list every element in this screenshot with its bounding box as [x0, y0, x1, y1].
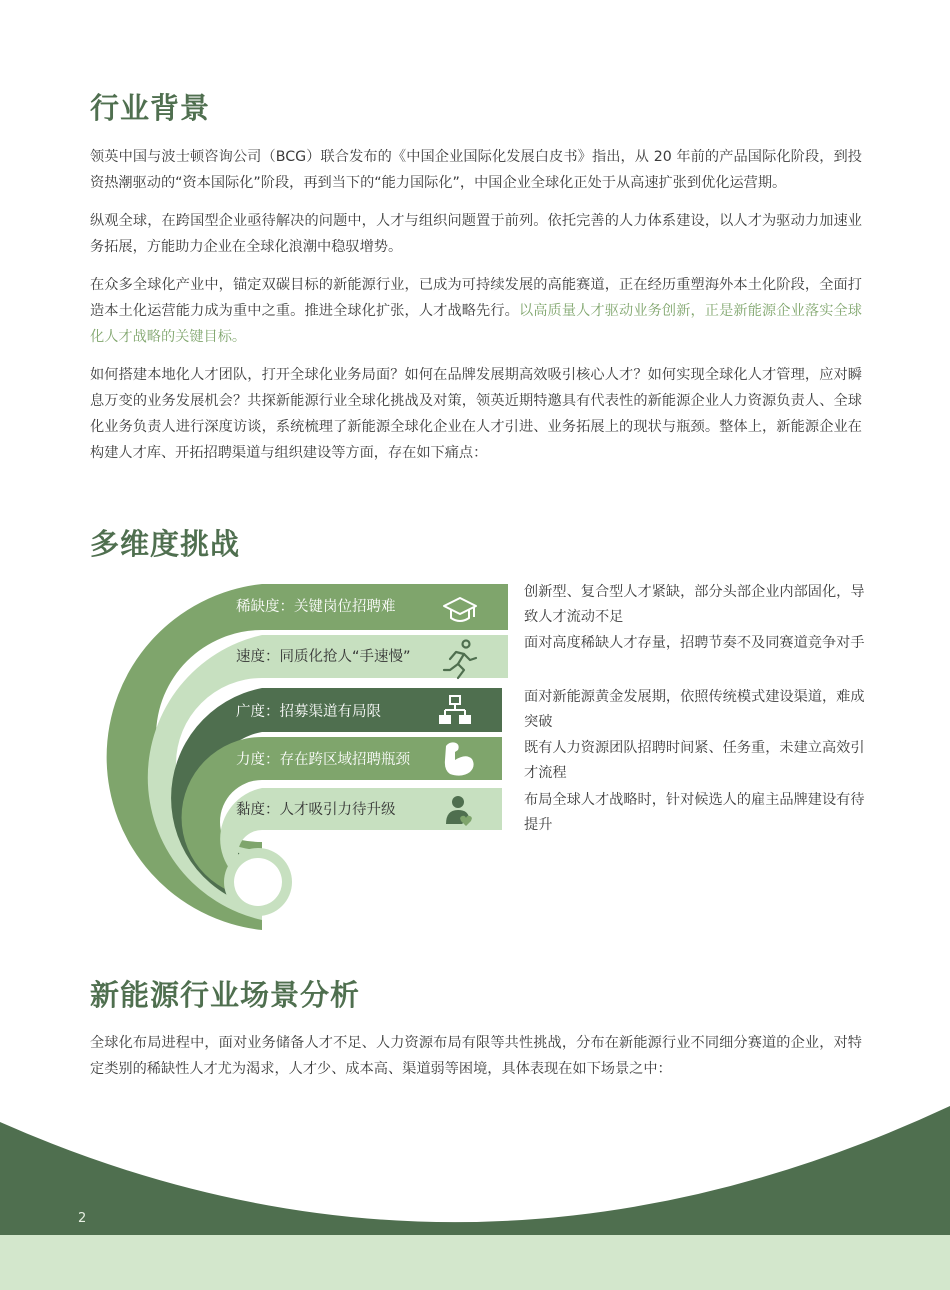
- paragraph-3-highlight: 以高质量人才驱动业务创新，正是新能源企业落实全球化人才战略的关键目标。: [90, 303, 862, 345]
- page-number: 2: [78, 1211, 87, 1226]
- desc-scarcity: 创新型、复合型人才紧缺，部分头部企业内部固化，导致人才流动不足: [524, 584, 865, 625]
- paragraph-3: [90, 272, 862, 350]
- label-strength: 力度：存在跨区域招聘瓶颈: [236, 752, 410, 768]
- label-speed: 速度：同质化抢人“手速慢”: [236, 649, 411, 665]
- paragraph-2: 纵观全球，在跨国型企业亟待解决的问题中，人才与组织问题置于前列。依托完善的人力体系建设，以人才为驱动力加速业务拓展，方能助力企业在全球化浪潮中稳驭增势。: [90, 213, 862, 255]
- footer-decoration: [0, 1100, 950, 1290]
- desc-breadth: 面对新能源黄金发展期，依照传统模式建设渠道，难成突破: [524, 689, 865, 730]
- label-breadth: 广度：招募渠道有局限: [236, 704, 381, 720]
- label-scarcity: 稀缺度：关键岗位招聘难: [236, 599, 396, 615]
- paragraph-3-text: 在众多全球化产业中，锚定双碳目标的新能源行业，已成为可持续发展的高能赛道，正在经历重塑海外本土化阶段，全面打造本土化运营能力成为重中之重。推进全球化扩张，人才战略先行。: [90, 277, 862, 319]
- section-title-challenges: 多维度挑战: [90, 527, 241, 561]
- section-title-background: 行业背景: [90, 91, 211, 125]
- desc-speed: 面对高度稀缺人才存量，招聘节奏不及同赛道竞争对手: [524, 635, 865, 651]
- paragraph-4: 如何搭建本地化人才团队，打开全球化业务局面？如何在品牌发展期高效吸引核心人才？如何实现全球化人才管理，应对瞬息万变的业务发展机会？共探新能源行业全球化挑战及对策，领英近期特邀具有代表性的新能源企业人力资源负责人、全球化业务负责人进行深度访谈，系统梳理了新能源全球化企业在人才引进、业务拓展上的现状与瓶颈。整体上，新能源企业在构建人才库、开拓招聘渠道与组织建设等方面，存在如下痛点：: [90, 367, 862, 461]
- label-stickiness: 黏度：人才吸引力待升级: [236, 802, 396, 818]
- desc-stickiness: 布局全球人才战略时，针对候选人的雇主品牌建设有待提升: [524, 792, 865, 833]
- scenarios-paragraph: 全球化布局进程中，面对业务储备人才不足、人力资源布局有限等共性挑战，分布在新能源行业不同细分赛道的企业，对特定类别的稀缺性人才尤为渴求，人才少、成本高、渠道弱等困境，具体表现在如下场景之中：: [90, 1035, 862, 1077]
- section-title-scenarios: 新能源行业场景分析: [90, 978, 361, 1012]
- desc-strength: 既有人力资源团队招聘时间紧、任务重，未建立高效引才流程: [524, 740, 865, 781]
- paragraph-1: 领英中国与波士顿咨询公司（BCG）联合发布的《中国企业国际化发展白皮书》指出，从 20 年前的产品国际化阶段，到投资热潮驱动的“资本国际化”阶段，再到当下的“能力国际化”，中国企业全球化正处于从高速扩张到优化运营期。: [90, 149, 862, 191]
